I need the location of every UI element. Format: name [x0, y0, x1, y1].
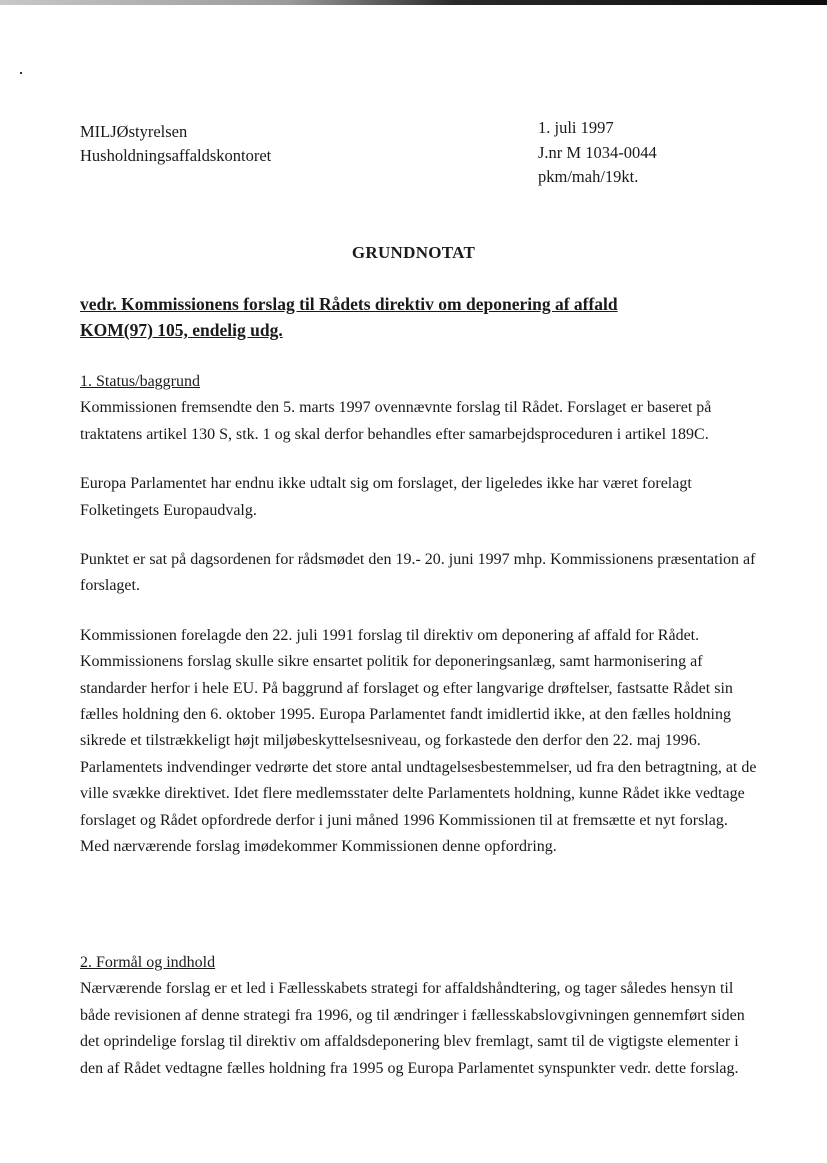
subject-line-1: vedr. Kommissionens forslag til Rådets direktiv om deponering af affald — [80, 294, 618, 314]
subject-line-2: KOM(97) 105, endelig udg. — [80, 320, 283, 340]
sender-org: MILJØstyrelsen — [80, 122, 188, 141]
paragraph: Nærværende forslag er et led i Fællesskabets strategi for affaldshåndtering, og tager således hensyn til både revisionen af denne strategi fra 1996, og til ændringer i fællesskabslovgivningen gennemført siden det oprindelige forslag til direktiv om affaldsdeponering blev fremlagt, samt til de vigtigste elementer i den af Rådet vedtagne fælles holdning fra 1995 og Europa Parlamentet synspunkter vedr. dette forslag. — [80, 980, 745, 1077]
scan-speck — [20, 72, 22, 74]
section-status — [80, 369, 760, 861]
section-heading: 2. Formål og indhold — [80, 954, 216, 971]
section-purpose — [80, 950, 760, 1082]
sender-office: Husholdningsaffaldskontoret — [80, 146, 272, 165]
document-date: 1. juli 1997 — [538, 118, 614, 137]
sender-block — [80, 120, 271, 168]
scan-edge-bar — [0, 0, 827, 5]
document-title: GRUNDNOTAT — [351, 243, 476, 262]
subject-block — [80, 291, 740, 343]
paragraph: Europa Parlamentet har endnu ikke udtalt sig om forslaget, der ligeledes ikke har været forelagt Folketingets Europaudvalg. — [80, 475, 692, 519]
section-heading: 1. Status/baggrund — [80, 373, 200, 390]
meta-block — [538, 116, 657, 190]
paragraph: Kommissionen forelagde den 22. juli 1991 forslag til direktiv om deponering af affald for Rådet. Kommissionens forslag skulle sikre ensartet politik for deponeringsanlæg, samt harmonisering af standarder herfor i hele EU. På baggrund af forslaget og efter langvarige drøftelser, fastsatte Rådet sin fælles holdning den 6. oktober 1995. Europa Parlamentet fandt imidlertid ikke, at den fælles holdning sikrede et tilstrækkeligt højt miljøbeskyttelsesniveau, og forkastede den derfor den 22. maj 1996. Parlamentets indvendinger vedrørte det store antal undtagelsesbestemmelser, ud fra den betragtning, at de ville svække direktivet. Idet flere medlemsstater delte Parlamentets holdning, kunne Rådet ikke vedtage forslaget og Rådet opfordrede derfor i juni måned 1996 Kommissionen til at fremsætte et nyt forslag. Med nærværende forslag imødekommer Kommissionen denne opfordring. — [80, 626, 757, 856]
journal-number: J.nr M 1034-0044 — [538, 142, 657, 162]
reference-code: pkm/mah/19kt. — [538, 167, 639, 186]
paragraph: Punktet er sat på dagsordenen for rådsmødet den 19.- 20. juni 1997 mhp. Kommissionens præsentation af forslaget. — [80, 551, 756, 595]
paragraph: Kommissionen fremsendte den 5. marts 1997 ovennævnte forslag til Rådet. Forslaget er baseret på traktatens artikel 130 S, stk. 1 og skal derfor behandles efter samarbejdsproceduren i artikel 189C. — [80, 399, 712, 443]
